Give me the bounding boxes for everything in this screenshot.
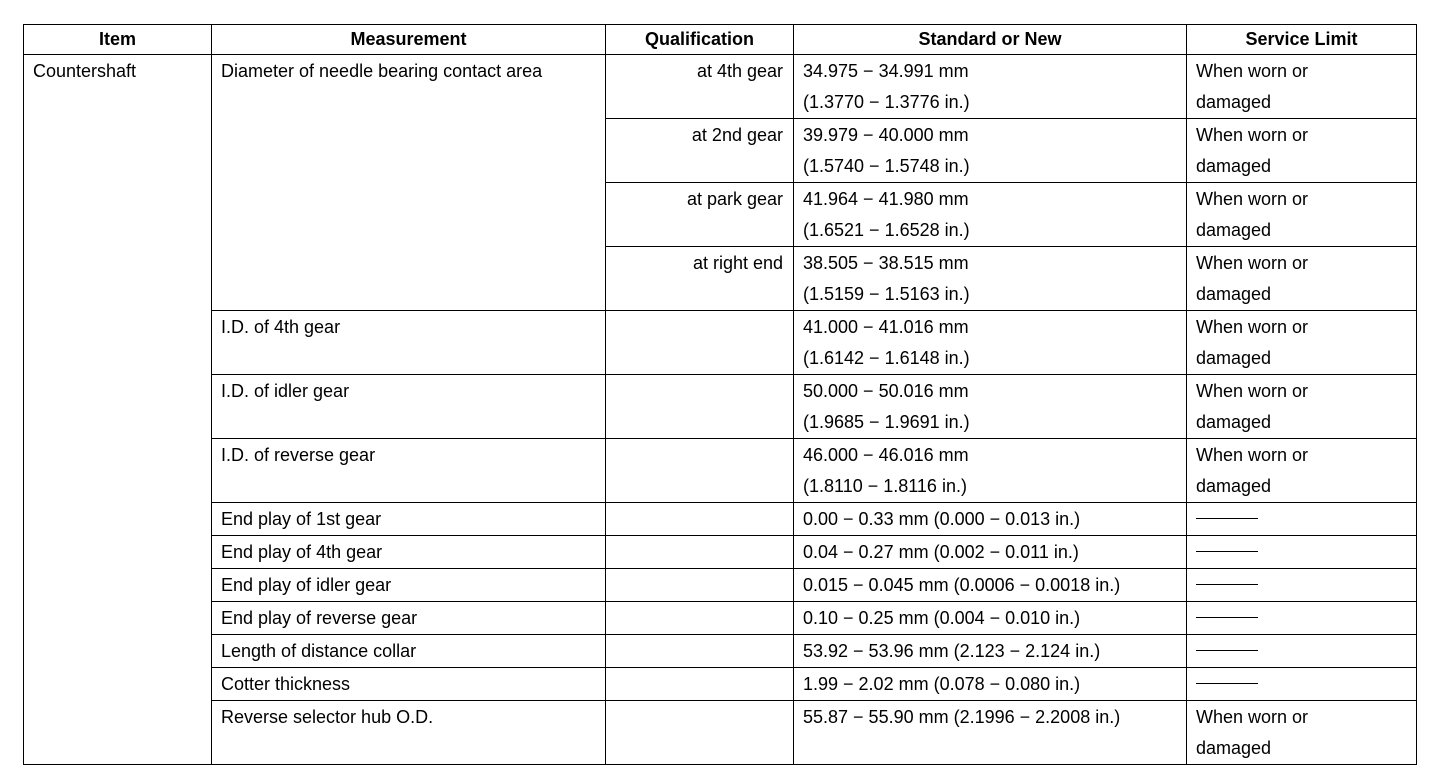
service-limit-cell [1187, 183, 1417, 247]
qualification-cell: at park gear [606, 183, 794, 247]
table-row [24, 375, 1417, 439]
table-row [24, 503, 1417, 536]
service-limit-cell [1187, 701, 1417, 765]
header-item: Item [24, 25, 212, 55]
standard-cell: 0.015 − 0.045 mm (0.0006 − 0.0018 in.) [794, 569, 1187, 602]
standard-cell [794, 183, 1187, 247]
no-limit-dash [1196, 650, 1258, 651]
standard-cell [794, 375, 1187, 439]
standard-mm: 46.000 − 46.016 mm [803, 445, 969, 465]
table-row [24, 635, 1417, 668]
standard-in: (1.5159 − 1.5163 in.) [803, 284, 970, 304]
header-service-limit: Service Limit [1187, 25, 1417, 55]
no-limit-dash [1196, 683, 1258, 684]
standard-mm: 39.979 − 40.000 mm [803, 125, 969, 145]
countershaft-spec-table [23, 24, 1417, 765]
service-limit-text: When worn or damaged [1196, 707, 1309, 758]
qualification-cell [606, 311, 794, 375]
measurement-cell: I.D. of 4th gear [212, 311, 606, 375]
measurement-cell: End play of 4th gear [212, 536, 606, 569]
standard-in: (1.6142 − 1.6148 in.) [803, 348, 970, 368]
header-qualification: Qualification [606, 25, 794, 55]
standard-mm: 50.000 − 50.016 mm [803, 381, 969, 401]
standard-cell [794, 247, 1187, 311]
table-row [24, 55, 1417, 119]
standard-cell: 53.92 − 53.96 mm (2.123 − 2.124 in.) [794, 635, 1187, 668]
qualification-cell [606, 668, 794, 701]
service-limit-cell [1187, 635, 1417, 668]
measurement-cell: Length of distance collar [212, 635, 606, 668]
standard-cell: 0.00 − 0.33 mm (0.000 − 0.013 in.) [794, 503, 1187, 536]
header-standard: Standard or New [794, 25, 1187, 55]
service-limit-cell [1187, 602, 1417, 635]
qualification-cell [606, 635, 794, 668]
service-limit-cell [1187, 247, 1417, 311]
measurement-cell: End play of idler gear [212, 569, 606, 602]
measurement-cell: End play of reverse gear [212, 602, 606, 635]
table-row [24, 311, 1417, 375]
service-limit-cell [1187, 668, 1417, 701]
measurement-cell: Reverse selector hub O.D. [212, 701, 606, 765]
qualification-cell [606, 503, 794, 536]
measurement-cell: Diameter of needle bearing contact area [212, 55, 606, 311]
service-limit-cell [1187, 569, 1417, 602]
item-cell: Countershaft [24, 55, 212, 765]
qualification-cell [606, 602, 794, 635]
measurement-cell: I.D. of idler gear [212, 375, 606, 439]
qualification-cell [606, 569, 794, 602]
service-limit-cell [1187, 119, 1417, 183]
service-limit-text: When worn or damaged [1196, 125, 1309, 176]
table-row [24, 701, 1417, 765]
standard-cell: 1.99 − 2.02 mm (0.078 − 0.080 in.) [794, 668, 1187, 701]
measurement-cell: Cotter thickness [212, 668, 606, 701]
service-limit-text: When worn or damaged [1196, 381, 1309, 432]
service-limit-text: When worn or damaged [1196, 253, 1309, 304]
header-measurement: Measurement [212, 25, 606, 55]
service-limit-text: When worn or damaged [1196, 189, 1309, 240]
standard-in: (1.9685 − 1.9691 in.) [803, 412, 970, 432]
service-limit-text: When worn or damaged [1196, 317, 1309, 368]
standard-in: (1.3770 − 1.3776 in.) [803, 92, 970, 112]
standard-cell: 55.87 − 55.90 mm (2.1996 − 2.2008 in.) [794, 701, 1187, 765]
standard-cell: 0.04 − 0.27 mm (0.002 − 0.011 in.) [794, 536, 1187, 569]
service-limit-cell [1187, 536, 1417, 569]
service-limit-cell [1187, 55, 1417, 119]
qualification-cell [606, 375, 794, 439]
table-row [24, 536, 1417, 569]
measurement-cell: End play of 1st gear [212, 503, 606, 536]
measurement-cell: I.D. of reverse gear [212, 439, 606, 503]
table-row [24, 668, 1417, 701]
standard-in: (1.5740 − 1.5748 in.) [803, 156, 970, 176]
qualification-cell: at right end [606, 247, 794, 311]
table-row [24, 569, 1417, 602]
standard-mm: 41.000 − 41.016 mm [803, 317, 969, 337]
service-limit-cell [1187, 503, 1417, 536]
no-limit-dash [1196, 617, 1258, 618]
qualification-cell [606, 439, 794, 503]
no-limit-dash [1196, 584, 1258, 585]
table-row [24, 602, 1417, 635]
qualification-cell [606, 701, 794, 765]
service-limit-text: When worn or damaged [1196, 61, 1309, 112]
no-limit-dash [1196, 551, 1258, 552]
table-header-row [24, 25, 1417, 55]
standard-in: (1.6521 − 1.6528 in.) [803, 220, 970, 240]
standard-cell: 0.10 − 0.25 mm (0.004 − 0.010 in.) [794, 602, 1187, 635]
qualification-cell: at 2nd gear [606, 119, 794, 183]
service-limit-cell [1187, 439, 1417, 503]
standard-mm: 38.505 − 38.515 mm [803, 253, 969, 273]
service-limit-cell [1187, 311, 1417, 375]
standard-in: (1.8110 − 1.8116 in.) [803, 476, 967, 496]
standard-mm: 41.964 − 41.980 mm [803, 189, 969, 209]
standard-cell [794, 439, 1187, 503]
standard-cell [794, 55, 1187, 119]
service-limit-cell [1187, 375, 1417, 439]
service-limit-text: When worn or damaged [1196, 445, 1309, 496]
standard-cell [794, 311, 1187, 375]
qualification-cell [606, 536, 794, 569]
table-row [24, 439, 1417, 503]
qualification-cell: at 4th gear [606, 55, 794, 119]
no-limit-dash [1196, 518, 1258, 519]
standard-mm: 34.975 − 34.991 mm [803, 61, 969, 81]
standard-cell [794, 119, 1187, 183]
